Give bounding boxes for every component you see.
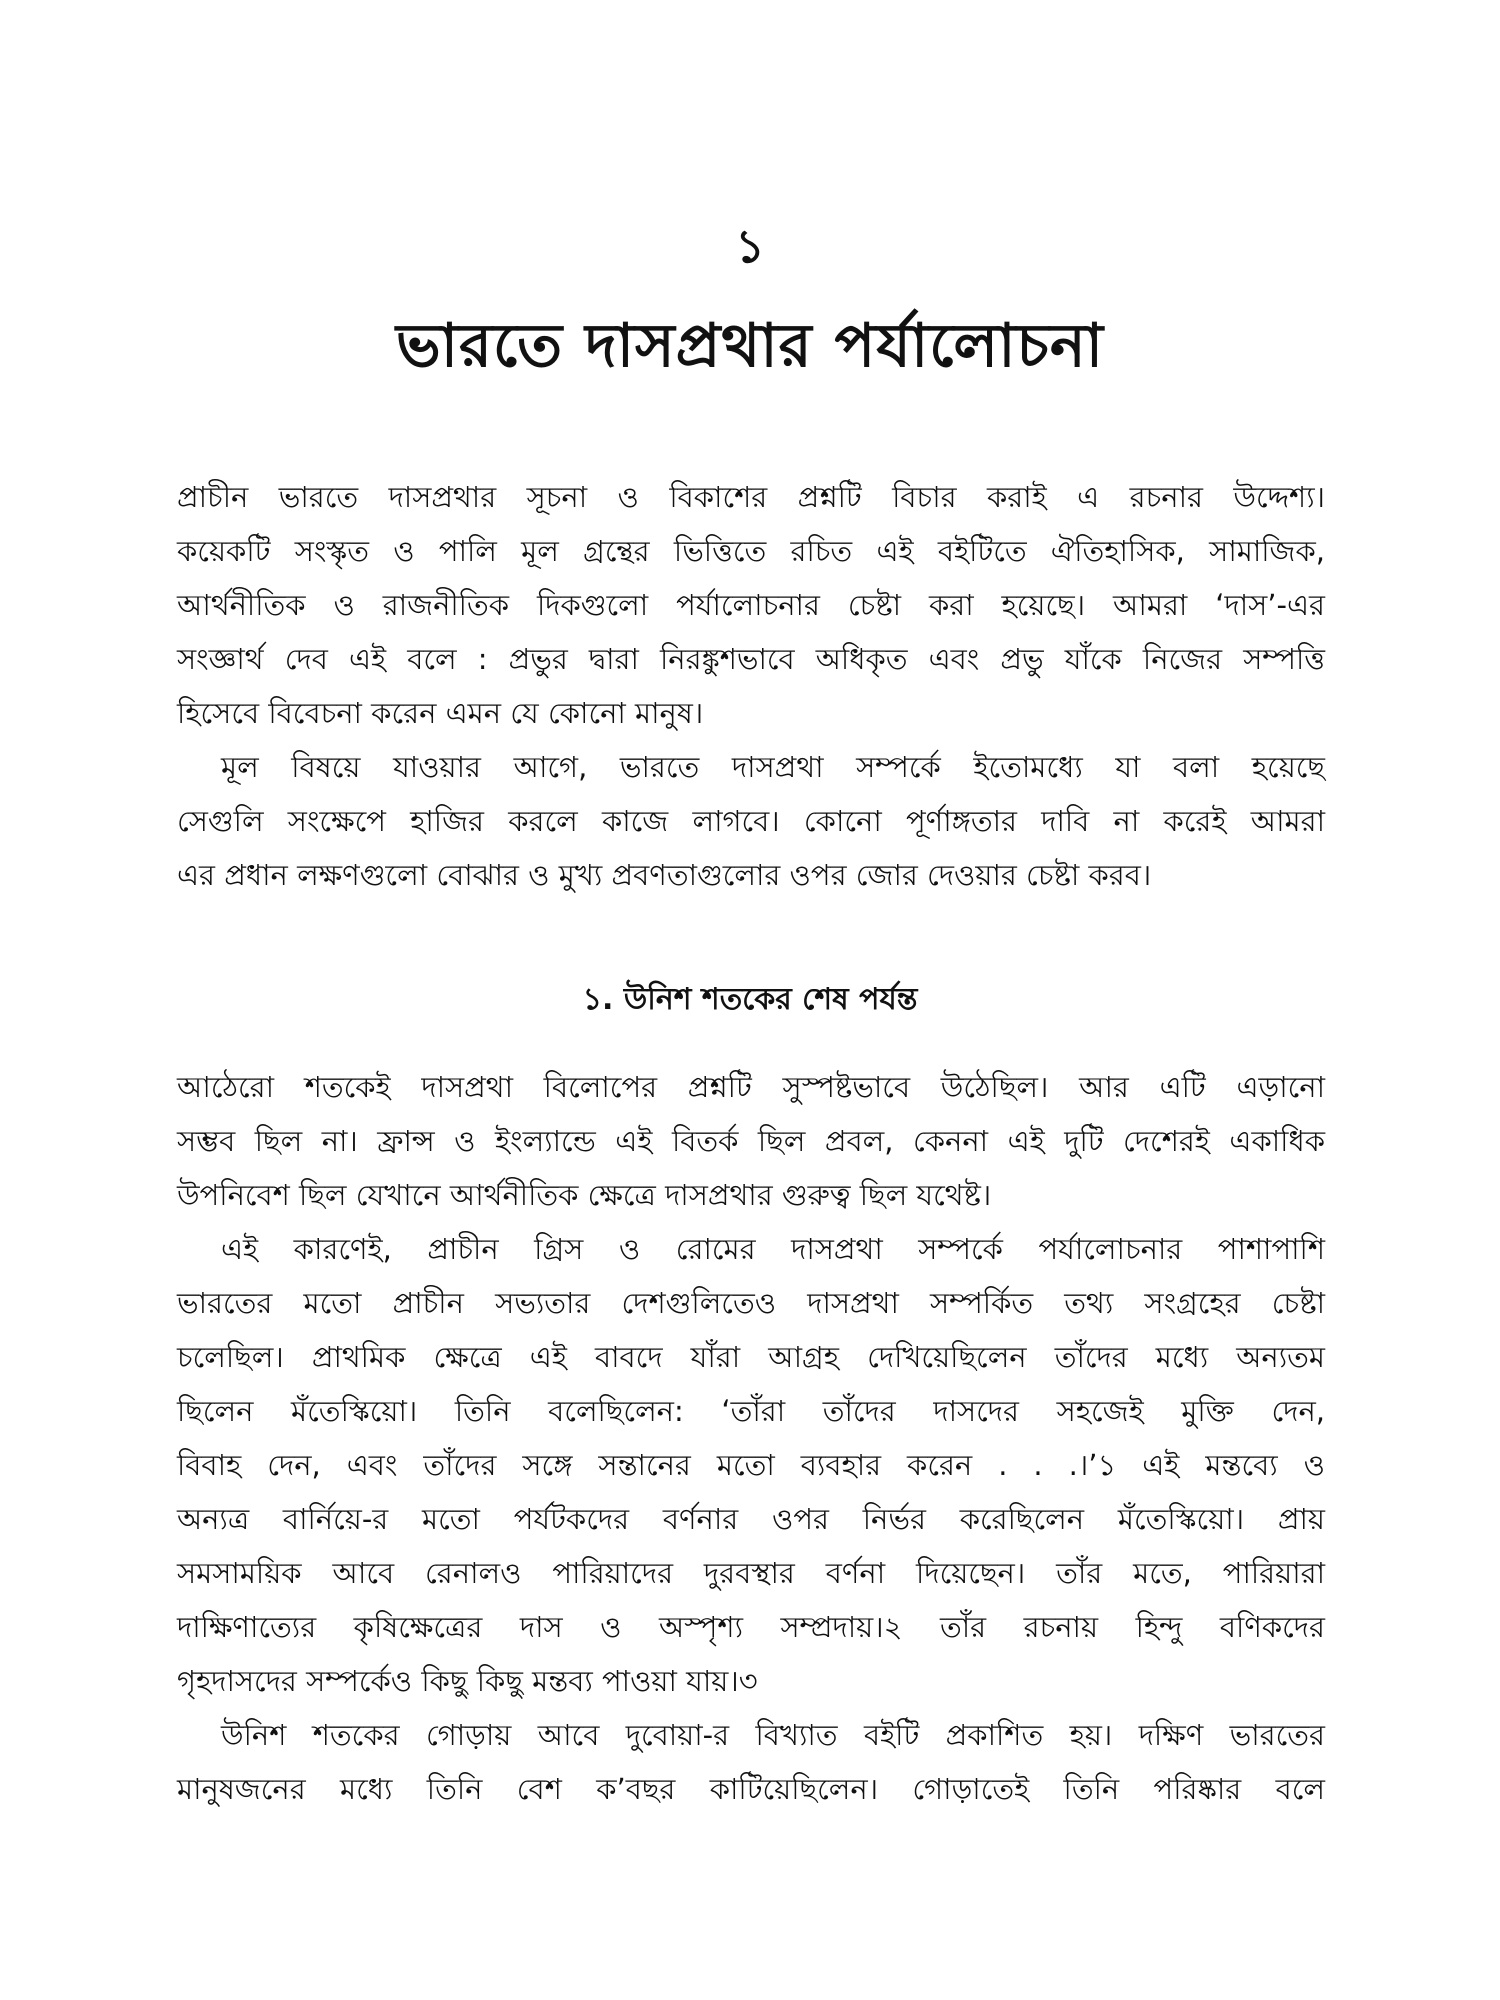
- text-line: হিসেবে বিবেচনা করেন এমন যে কোনো মানুষ।: [177, 696, 704, 730]
- intro-paragraphs: [177, 470, 1325, 902]
- text-line: আঠেরো শতকেই দাসপ্রথা বিলোপের প্রশ্নটি সুস্পষ্টভাবে উঠেছিল। আর এটি এড়ানো: [177, 1070, 1325, 1104]
- text-line: এই কারণেই, প্রাচীন গ্রিস ও রোমের দাসপ্রথা সম্পর্কে পর্যালোচনার পাশাপাশি: [221, 1232, 1325, 1266]
- chapter-title: ভারতে দাসপ্রথার পর্যালোচনা: [395, 311, 1105, 381]
- text-line: প্রাচীন ভারতে দাসপ্রথার সূচনা ও বিকাশের প্রশ্নটি বিচার করাই এ রচনার উদ্দেশ্য।: [177, 480, 1325, 514]
- text-line: চলেছিল। প্রাথমিক ক্ষেত্রে এই বাবদে যাঁরা আগ্রহ দেখিয়েছিলেন তাঁদের মধ্যে অন্যতম: [177, 1340, 1325, 1374]
- text-line: ছিলেন মঁতেস্কিয়ো। তিনি বলেছিলেন: ‘তাঁরা তাঁদের দাসদের সহজেই মুক্তি দেন,: [177, 1394, 1325, 1428]
- text-line: ভারতের মতো প্রাচীন সভ্যতার দেশগুলিতেও দাসপ্রথা সম্পর্কিত তথ্য সংগ্রহের চেষ্টা: [177, 1286, 1325, 1320]
- text-line: গৃহদাসদের সম্পর্কেও কিছু কিছু মন্তব্য পাওয়া যায়।৩: [177, 1664, 758, 1698]
- text-line: অন্যত্র বার্নিয়ে-র মতো পর্যটকদের বর্ণনার ওপর নির্ভর করেছিলেন মঁতেস্কিয়ো। প্রায়: [177, 1502, 1325, 1536]
- text-line: এর প্রধান লক্ষণগুলো বোঝার ও মুখ্য প্রবণতাগুলোর ওপর জোর দেওয়ার চেষ্টা করব।: [177, 858, 1152, 892]
- text-line: দাক্ষিণাত্যের কৃষিক্ষেত্রের দাস ও অস্পৃশ্য সম্প্রদায়।২ তাঁর রচনায় হিন্দু বণিকদের: [177, 1610, 1325, 1644]
- section-heading: ১. উনিশ শতকের শেষ পর্যন্ত: [582, 982, 918, 1017]
- text-line: বিবাহ দেন, এবং তাঁদের সঙ্গে সন্তানের মতো ব্যবহার করেন . . .।’১ এই মন্তব্যে ও: [177, 1448, 1325, 1482]
- text-line: উনিশ শতকের গোড়ায় আবে দুবোয়া-র বিখ্যাত বইটি প্রকাশিত হয়। দক্ষিণ ভারতের: [221, 1718, 1325, 1752]
- text-line: মানুষজনের মধ্যে তিনি বেশ ক’বছর কাটিয়েছিলেন। গোড়াতেই তিনি পরিষ্কার বলে: [177, 1772, 1325, 1806]
- chapter-number: ১: [735, 219, 765, 273]
- text-line: কয়েকটি সংস্কৃত ও পালি মূল গ্রন্থের ভিত্তিতে রচিত এই বইটিতে ঐতিহাসিক, সামাজিক,: [177, 534, 1325, 568]
- text-line: সম্ভব ছিল না। ফ্রান্স ও ইংল্যান্ডে এই বিতর্ক ছিল প্রবল, কেননা এই দুটি দেশেরই একাধিক: [177, 1124, 1325, 1158]
- text-line: সেগুলি সংক্ষেপে হাজির করলে কাজে লাগবে। কোনো পূর্ণাঙ্গতার দাবি না করেই আমরা: [177, 804, 1325, 838]
- text-line: মূল বিষয়ে যাওয়ার আগে, ভারতে দাসপ্রথা সম্পর্কে ইতোমধ্যে যা বলা হয়েছে: [221, 750, 1325, 784]
- text-line: সমসাময়িক আবে রেনালও পারিয়াদের দুরবস্থার বর্ণনা দিয়েছেন। তাঁর মতে, পারিয়ারা: [177, 1556, 1325, 1590]
- text-line: আর্থনীতিক ও রাজনীতিক দিকগুলো পর্যালোচনার চেষ্টা করা হয়েছে। আমরা ‘দাস’-এর: [177, 588, 1325, 622]
- section-paragraphs: [177, 1060, 1325, 1816]
- text-line: উপনিবেশ ছিল যেখানে আর্থনীতিক ক্ষেত্রে দাসপ্রথার গুরুত্ব ছিল যথেষ্ট।: [177, 1178, 992, 1212]
- text-line: সংজ্ঞার্থ দেব এই বলে : প্রভুর দ্বারা নিরঙ্কুশভাবে অধিকৃত এবং প্রভু যাঁকে নিজের সম্পত্তি: [177, 642, 1325, 676]
